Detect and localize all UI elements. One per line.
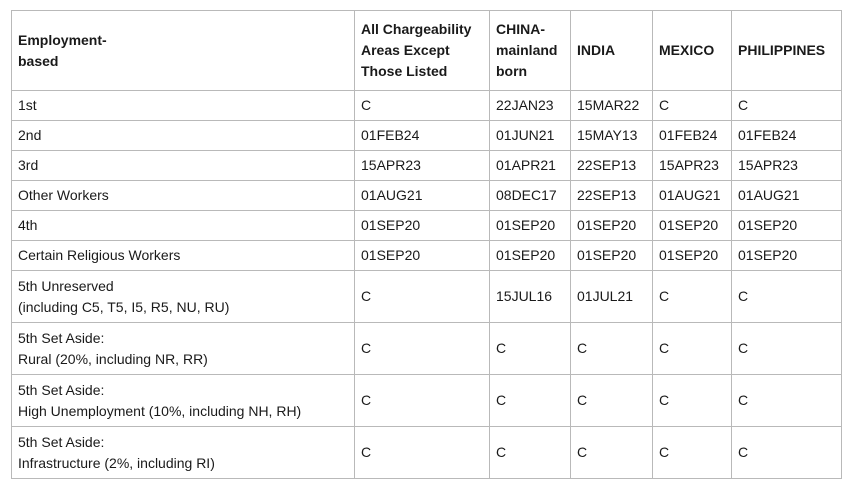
table-row bbox=[12, 375, 842, 427]
final-action-date-cell: 01SEP20 bbox=[355, 241, 490, 271]
table-row bbox=[12, 427, 842, 479]
final-action-date-cell: 01FEB24 bbox=[653, 121, 732, 151]
final-action-date-cell: 01SEP20 bbox=[653, 241, 732, 271]
final-action-date-cell: 01AUG21 bbox=[732, 181, 842, 211]
row-category-text: High Unemployment (10%, including NH, RH) bbox=[18, 402, 302, 419]
table-row bbox=[12, 211, 842, 241]
final-action-date-cell: 01SEP20 bbox=[490, 211, 571, 241]
final-action-date-cell: C bbox=[732, 427, 842, 479]
header-text-line: CHINA- bbox=[496, 21, 545, 37]
header-china bbox=[490, 11, 571, 91]
row-category-text: 2nd bbox=[18, 127, 42, 143]
final-action-date-cell: 01FEB24 bbox=[355, 121, 490, 151]
final-action-date-cell: 22SEP13 bbox=[571, 151, 653, 181]
final-action-date-cell: C bbox=[732, 323, 842, 375]
final-action-date-cell: 01FEB24 bbox=[732, 121, 842, 151]
final-action-date-cell: C bbox=[653, 375, 732, 427]
final-action-date-cell: C bbox=[653, 271, 732, 323]
header-text-line: All Chargeability bbox=[361, 21, 472, 37]
final-action-date-cell: C bbox=[355, 91, 490, 121]
final-action-date-cell: 15APR23 bbox=[355, 151, 490, 181]
table-row bbox=[12, 151, 842, 181]
final-action-date-cell: 01SEP20 bbox=[732, 211, 842, 241]
header-text-line: MEXICO bbox=[659, 42, 715, 58]
final-action-date-cell: C bbox=[490, 427, 571, 479]
header-text-line: PHILIPPINES bbox=[738, 42, 826, 58]
row-category-text: (including C5, T5, I5, R5, NU, RU) bbox=[18, 298, 230, 315]
header-text-line: Those Listed bbox=[361, 63, 448, 79]
final-action-date-cell: 01SEP20 bbox=[571, 211, 653, 241]
final-action-date-cell: C bbox=[571, 427, 653, 479]
row-category-text: Other Workers bbox=[18, 187, 109, 203]
final-action-date-cell: C bbox=[355, 375, 490, 427]
row-category-cell bbox=[12, 211, 355, 241]
final-action-date-cell: C bbox=[732, 91, 842, 121]
final-action-date-cell: 15APR23 bbox=[732, 151, 842, 181]
final-action-date-cell: C bbox=[571, 323, 653, 375]
table-row bbox=[12, 91, 842, 121]
row-category-text: 5th Set Aside: bbox=[18, 381, 105, 398]
final-action-date-cell: C bbox=[490, 375, 571, 427]
final-action-date-cell: C bbox=[355, 323, 490, 375]
final-action-date-cell: C bbox=[355, 427, 490, 479]
header-text-line: mainland bbox=[496, 42, 558, 58]
final-action-date-cell: 01SEP20 bbox=[355, 211, 490, 241]
final-action-date-cell: C bbox=[571, 375, 653, 427]
row-category-cell bbox=[12, 181, 355, 211]
final-action-date-cell: 15JUL16 bbox=[490, 271, 571, 323]
final-action-date-cell: 01SEP20 bbox=[732, 241, 842, 271]
final-action-date-cell: 15MAR22 bbox=[571, 91, 653, 121]
row-category-text: Rural (20%, including NR, RR) bbox=[18, 350, 208, 367]
table-row bbox=[12, 181, 842, 211]
row-category-text: 4th bbox=[18, 217, 38, 233]
final-action-date-cell: 01APR21 bbox=[490, 151, 571, 181]
row-category-text: 5th Unreserved bbox=[18, 277, 114, 294]
row-category-text: 5th Set Aside: bbox=[18, 433, 105, 450]
row-category-cell bbox=[12, 91, 355, 121]
header-india bbox=[571, 11, 653, 91]
row-category-cell bbox=[12, 151, 355, 181]
row-category-cell bbox=[12, 375, 355, 427]
final-action-date-cell: 22SEP13 bbox=[571, 181, 653, 211]
header-text-line: Areas Except bbox=[361, 42, 450, 58]
table-row bbox=[12, 241, 842, 271]
final-action-date-cell: 15APR23 bbox=[653, 151, 732, 181]
row-category-text: 1st bbox=[18, 97, 37, 113]
header-text-line: INDIA bbox=[577, 42, 616, 58]
final-action-date-cell: 15MAY13 bbox=[571, 121, 653, 151]
header-text-line: born bbox=[496, 63, 528, 79]
header-text-line: Employment- bbox=[18, 31, 107, 48]
final-action-date-cell: 01JUL21 bbox=[571, 271, 653, 323]
table-row bbox=[12, 323, 842, 375]
row-category-text: Infrastructure (2%, including RI) bbox=[18, 454, 215, 471]
header-row bbox=[12, 11, 842, 91]
row-category-text: 3rd bbox=[18, 157, 39, 173]
final-action-date-cell: 01AUG21 bbox=[653, 181, 732, 211]
final-action-date-cell: 01AUG21 bbox=[355, 181, 490, 211]
final-action-date-cell: 01SEP20 bbox=[653, 211, 732, 241]
final-action-date-cell: 01JUN21 bbox=[490, 121, 571, 151]
final-action-date-cell: C bbox=[732, 375, 842, 427]
row-category-cell bbox=[12, 241, 355, 271]
final-action-date-cell: 08DEC17 bbox=[490, 181, 571, 211]
row-category-text: 5th Set Aside: bbox=[18, 329, 105, 346]
header-text-line: based bbox=[18, 52, 59, 69]
final-action-date-cell: C bbox=[355, 271, 490, 323]
final-action-date-cell: C bbox=[653, 91, 732, 121]
row-category-text: Certain Religious Workers bbox=[18, 247, 181, 263]
row-category-cell bbox=[12, 271, 355, 323]
final-action-date-cell: C bbox=[490, 323, 571, 375]
employment-based-dates-table bbox=[11, 10, 842, 479]
final-action-date-cell: C bbox=[653, 427, 732, 479]
header-mexico bbox=[653, 11, 732, 91]
final-action-date-cell: 22JAN23 bbox=[490, 91, 571, 121]
table-body bbox=[12, 91, 842, 479]
row-category-cell bbox=[12, 323, 355, 375]
final-action-date-cell: C bbox=[653, 323, 732, 375]
table-row bbox=[12, 271, 842, 323]
table-row bbox=[12, 121, 842, 151]
final-action-date-cell: 01SEP20 bbox=[490, 241, 571, 271]
header-all-chargeability bbox=[355, 11, 490, 91]
header-philippines bbox=[732, 11, 842, 91]
final-action-date-cell: C bbox=[732, 271, 842, 323]
final-action-date-cell: 01SEP20 bbox=[571, 241, 653, 271]
row-category-cell bbox=[12, 427, 355, 479]
row-category-cell bbox=[12, 121, 355, 151]
header-employment-based bbox=[12, 11, 355, 91]
visa-bulletin-table-container bbox=[11, 10, 841, 479]
